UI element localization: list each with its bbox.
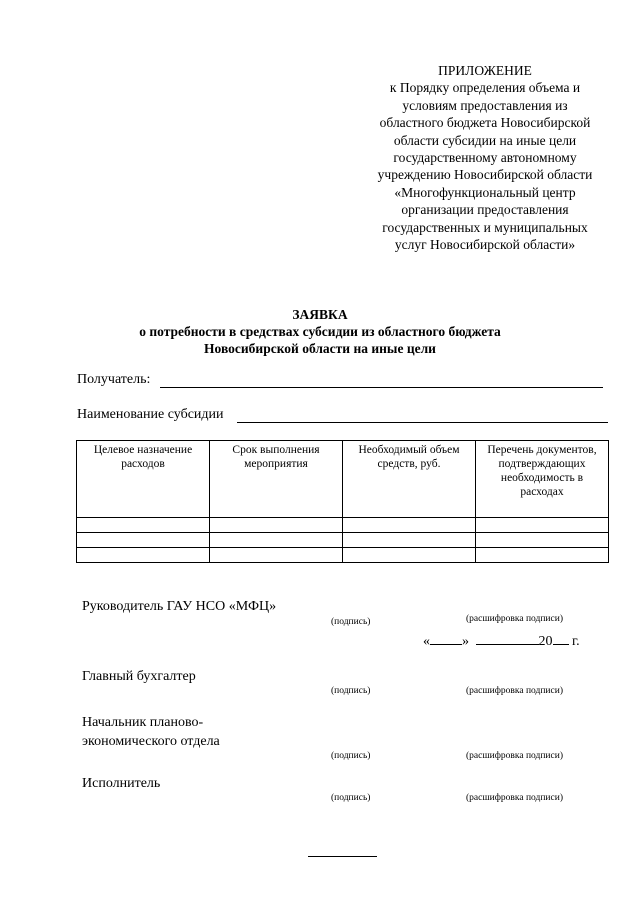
title-line-3: Новосибирской области на иные цели	[204, 341, 436, 356]
recipient-input-line[interactable]	[160, 387, 603, 388]
signature-hint: (подпись)	[331, 793, 371, 803]
appendix-line: учреждению Новосибирской области	[377, 167, 593, 183]
date-close-quote: »	[462, 634, 469, 649]
decode-hint: (расшифровка подписи)	[466, 793, 563, 803]
subsidy-input-line[interactable]	[237, 422, 608, 423]
head-label: Руководитель ГАУ НСО «МФЦ»	[82, 599, 277, 614]
title-main: ЗАЯВКА	[292, 307, 348, 322]
date-year-prefix: 20	[538, 634, 553, 649]
appendix-line: областного бюджета Новосибирской	[379, 115, 591, 131]
appendix-block	[360, 62, 610, 253]
header-documents: Перечень документов, подтверждающих необходимость в расходах	[476, 441, 609, 518]
appendix-line: условиям предоставления из	[402, 97, 568, 113]
header-deadline: Срок выполнения мероприятия	[210, 441, 343, 518]
document-title	[60, 306, 580, 357]
date-month-input[interactable]	[476, 644, 539, 645]
header-amount: Необходимый объем средств, руб.	[343, 441, 476, 518]
signature-hint: (подпись)	[331, 686, 371, 696]
table-row	[77, 518, 609, 533]
appendix-line: государственному автономному	[393, 150, 577, 166]
appendix-line: услуг Новосибирской области»	[394, 237, 576, 253]
table-cell[interactable]	[476, 548, 609, 563]
date-day-input[interactable]	[430, 644, 462, 645]
appendix-line: организации предоставления	[401, 202, 569, 218]
table-cell[interactable]	[343, 533, 476, 548]
table-cell[interactable]	[210, 533, 343, 548]
table-cell[interactable]	[77, 518, 210, 533]
request-table	[76, 440, 609, 563]
table-cell[interactable]	[343, 518, 476, 533]
recipient-label: Получатель:	[77, 372, 151, 387]
date-year-input[interactable]	[553, 644, 569, 645]
signature-hint: (подпись)	[331, 751, 371, 761]
table-cell[interactable]	[343, 548, 476, 563]
appendix-line: «Многофункциональный центр	[394, 184, 576, 200]
table-cell[interactable]	[77, 548, 210, 563]
date-open-quote: «	[423, 634, 430, 649]
title-line-2: о потребности в средствах субсидии из областного бюджета	[139, 324, 501, 339]
table-cell[interactable]	[77, 533, 210, 548]
table-cell[interactable]	[210, 518, 343, 533]
footer-divider	[308, 856, 377, 857]
header-purpose: Целевое назначение расходов	[77, 441, 210, 518]
appendix-line: государственных и муниципальных	[382, 219, 588, 235]
appendix-line: к Порядку определения объема и	[389, 80, 581, 96]
planning-label-1: Начальник планово-	[82, 715, 204, 730]
date-year-suffix: г.	[572, 634, 580, 649]
decode-hint: (расшифровка подписи)	[466, 614, 563, 624]
subsidy-label: Наименование субсидии	[77, 407, 224, 422]
decode-hint: (расшифровка подписи)	[466, 751, 563, 761]
accountant-label: Главный бухгалтер	[82, 669, 196, 684]
table-cell[interactable]	[476, 533, 609, 548]
table-header-row	[77, 441, 609, 518]
table-row	[77, 533, 609, 548]
appendix-line: области субсидии на иные цели	[393, 132, 577, 148]
date-line	[423, 634, 580, 650]
executor-label: Исполнитель	[82, 776, 161, 791]
table-cell[interactable]	[210, 548, 343, 563]
appendix-line: ПРИЛОЖЕНИЕ	[438, 63, 532, 78]
decode-hint: (расшифровка подписи)	[466, 686, 563, 696]
planning-label-2: экономического отдела	[82, 734, 220, 749]
signature-hint: (подпись)	[331, 617, 371, 627]
table-row	[77, 548, 609, 563]
table-cell[interactable]	[476, 518, 609, 533]
